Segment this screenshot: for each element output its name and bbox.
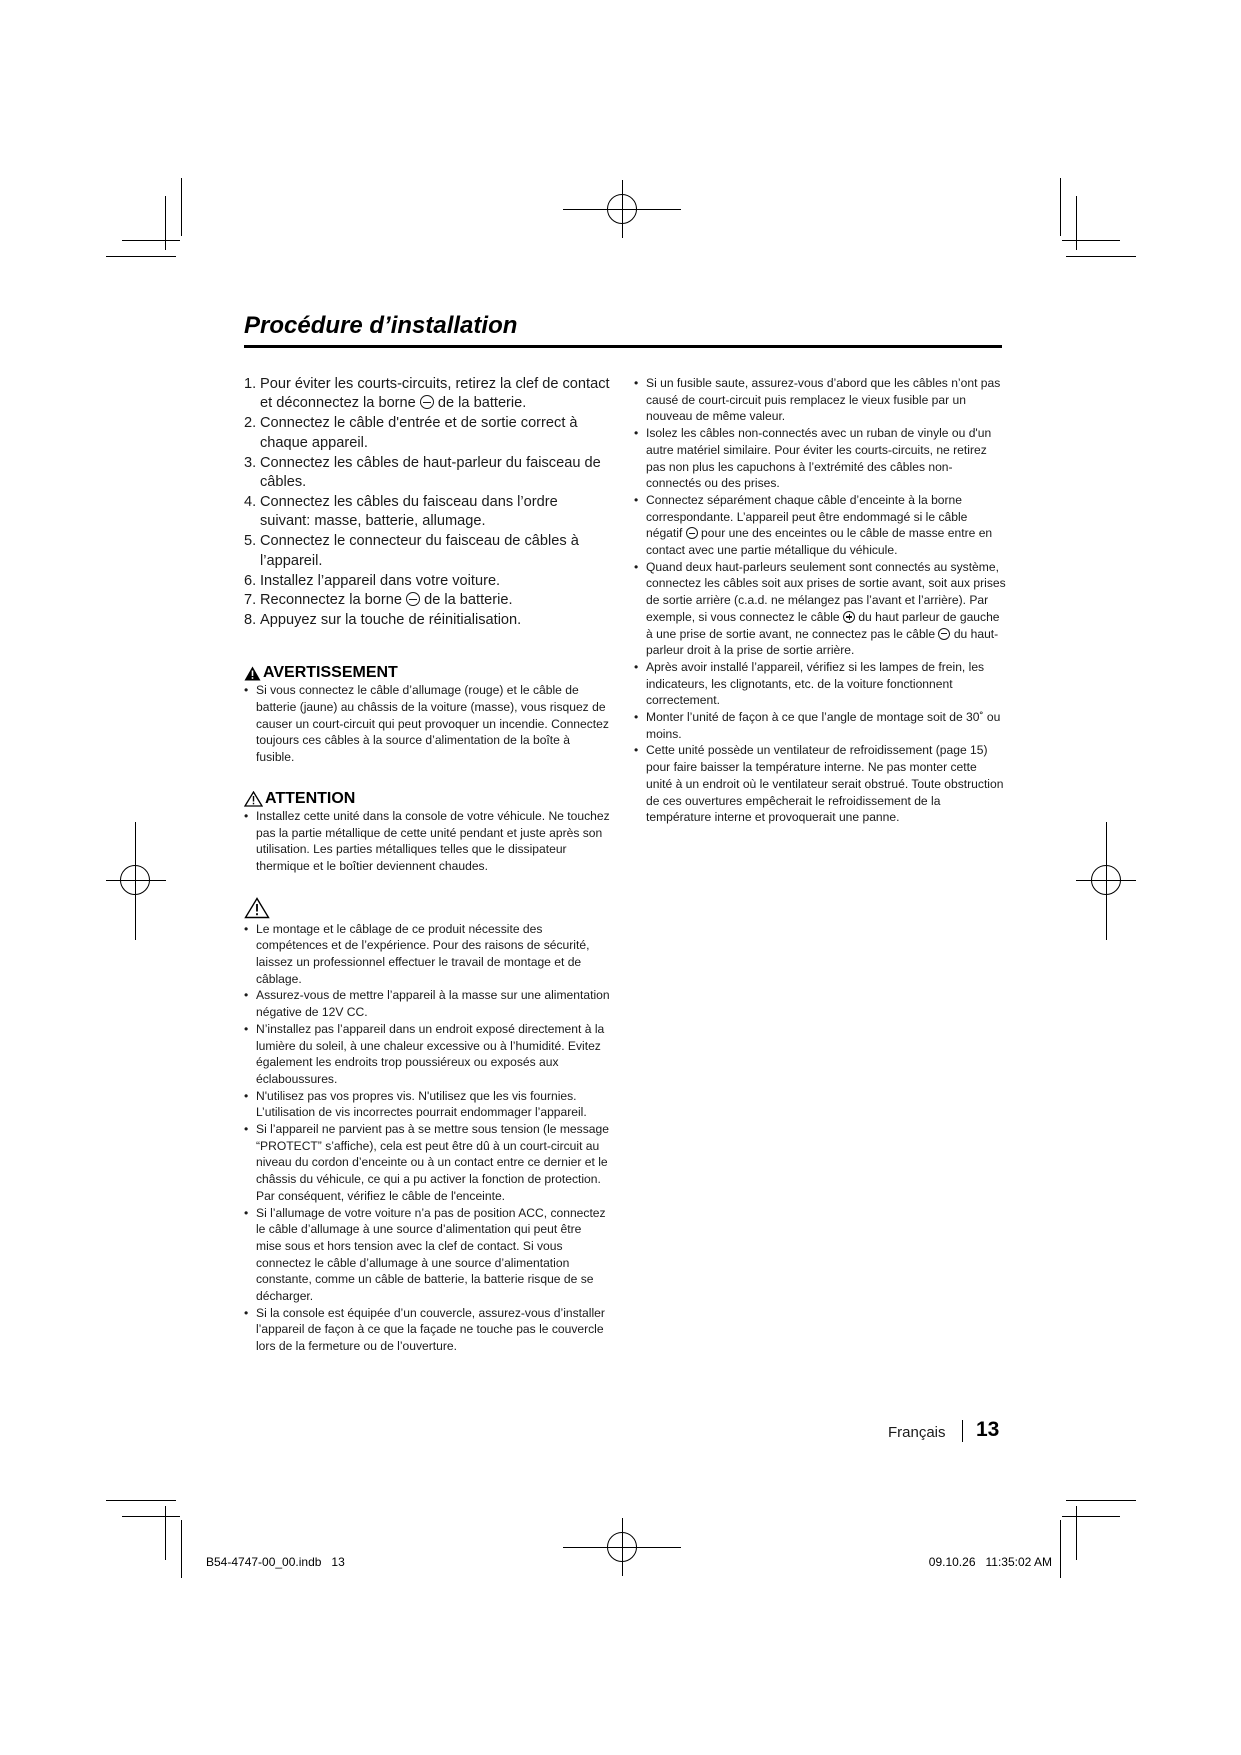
title-rule [244, 345, 1002, 348]
step-item: 1. Pour éviter les courts-circuits, retirez la clef de contact et déconnectez la borne de la batterie. [244, 376, 610, 412]
attention-heading: ATTENTION [244, 790, 610, 808]
warning-item: • Si vous connectez le câble d’allumage (rouge) et le câble de batterie (jaune) au châssis de la voiture (masse), vous risquez de causer un court-circuit qui peut provoquer un incendie. Connectez toujours ces câbles à la source d’alimentation de la boîte à fusible. [244, 682, 610, 766]
page-number: 13 [976, 1418, 1000, 1441]
notes-heading [244, 897, 610, 921]
step-item: 2. Connectez le câble d'entrée et de sortie correct à chaque appareil. [244, 415, 578, 451]
step-item: 5. Connectez le connecteur du faisceau de câbles à l’appareil. [244, 533, 579, 569]
attention-list [244, 808, 610, 875]
footer-language: Français [888, 1424, 946, 1441]
print-slug-file: B54-4747-00_00.indb 13 [206, 1555, 345, 1569]
precaution-item: • Connectez séparément chaque câble d’enceinte à la borne correspondante. L’appareil peut être endommagé si le câble négatif pour une des enceintes ou le câble de masse entre en contact avec une partie métallique du véhicule. [634, 492, 1006, 559]
caution-triangle-icon [244, 897, 270, 919]
step-item: 3. Connectez les câbles de haut-parleur du faisceau de câbles. [244, 454, 601, 491]
step-item: 8. Appuyez sur la touche de réinitialisation. [244, 612, 522, 629]
plus-terminal-icon [843, 611, 855, 623]
caution-triangle-icon [244, 791, 263, 807]
precaution-item: • Cette unité possède un ventilateur de refroidissement (page 15) pour faire baisser la température interne. Ne pas monter cette unité à un endroit où le ventilateur serait obstrué. Toute obstruction de ces ouvertures empêcherait le refroidissement de la température interne et provoquerait une panne. [634, 742, 1006, 826]
note-item: • N'utilisez pas vos propres vis. N'utilisez que les vis fournies. L’utilisation de vis incorrectes pourrait endommager l’appareil. [244, 1088, 610, 1121]
notes-list [244, 921, 610, 1355]
precaution-item: • Isolez les câbles non-connectés avec un ruban de vinyle ou d'un autre matériel similaire. Pour éviter les courts-circuits, ne retirez pas non plus les capuchons à l’extrémité des câbles non-connectés ou des prises. [634, 425, 1006, 492]
note-item: • Le montage et le câblage de ce produit nécessite des compétences et de l’expérience. Pour des raisons de sécurité, laissez un professionnel effectuer le travail de montage et de câblage. [244, 921, 610, 988]
precaution-item: • Quand deux haut-parleurs seulement sont connectés au système, connectez les câbles soit aux prises de sortie avant, soit aux prises de sortie arrière (c.a.d. ne mélangez pas l’avant et l’arrière). Par exemple, si vous connectez le câble du haut parleur de gauche à une prise de sortie avant, ne connectez pas le câble du haut-parleur droit à la prise de sortie arrière. [634, 559, 1006, 659]
minus-terminal-icon [420, 395, 434, 409]
print-slug-timestamp: 09.10.26 11:35:02 AM [928, 1555, 1052, 1569]
step-item: 4. Connectez les câbles du faisceau dans l’ordre suivant: masse, batterie, allumage. [244, 493, 558, 530]
warning-triangle-icon [244, 666, 261, 681]
left-column [244, 375, 610, 1355]
precautions-list [634, 375, 1006, 826]
footer-separator [962, 1420, 963, 1442]
note-item: • Assurez-vous de mettre l’appareil à la masse sur une alimentation négative de 12V CC. [244, 987, 610, 1020]
precaution-item: • Après avoir installé l’appareil, vérifiez si les lampes de frein, les indicateurs, les clignotants, etc. de la voiture fonctionnent correctement. [634, 659, 1006, 709]
note-item: • Si l’appareil ne parvient pas à se mettre sous tension (le message “PROTECT” s’affiche), cela est peut être dû à un court-circuit au niveau du cordon d’enceinte ou à un contact entre ce dernier et le châssis du véhicule, ce qui a pu activer la fonction de protection. Par conséquent, vérifiez le câble de l'enceinte. [244, 1121, 610, 1205]
step-item: 6. Installez l’appareil dans votre voiture. [244, 572, 501, 589]
precaution-item: • Monter l’unité de façon à ce que l’angle de montage soit de 30˚ ou moins. [634, 709, 1006, 742]
page-title: Procédure d’installation [244, 312, 518, 339]
attention-item: • Installez cette unité dans la console de votre véhicule. Ne touchez pas la partie métallique de cette unité pendant et juste après son utilisation. Les parties métalliques telles que le dissipateur thermique et le boîtier deviennent chaudes. [244, 808, 610, 875]
minus-terminal-icon [686, 527, 698, 539]
note-item: • Si l’allumage de votre voiture n’a pas de position ACC, connectez le câble d’allumage à une source d’alimentation qui peut être mise sous et hors tension avec la clef de contact. Si vous connectez le câble d’allumage à une source d’alimentation constante, comme un câble de batterie, la batterie risque de se décharger. [244, 1205, 610, 1305]
step-item: 7. Reconnectez la borne de la batterie. [244, 592, 513, 609]
installation-steps [244, 375, 610, 631]
minus-terminal-icon [938, 628, 950, 640]
warning-list [244, 682, 610, 766]
note-item: • N’installez pas l’appareil dans un endroit exposé directement à la lumière du soleil, à une chaleur excessive ou à l’humidité. Evitez également les endroits trop poussiéreux ou exposés aux éclaboussures. [244, 1021, 610, 1088]
precaution-item: • Si un fusible saute, assurez-vous d’abord que les câbles n’ont pas causé de court-circuit puis remplacez le vieux fusible par un nouveau de même valeur. [634, 375, 1006, 425]
note-item: • Si la console est équipée d’un couvercle, assurez-vous d’installer l’appareil de façon à ce que la façade ne touche pas le couvercle lors de la fermeture ou de l’ouverture. [244, 1305, 610, 1355]
right-column [634, 375, 1006, 826]
minus-terminal-icon [406, 592, 420, 606]
warning-heading: AVERTISSEMENT [244, 664, 610, 682]
